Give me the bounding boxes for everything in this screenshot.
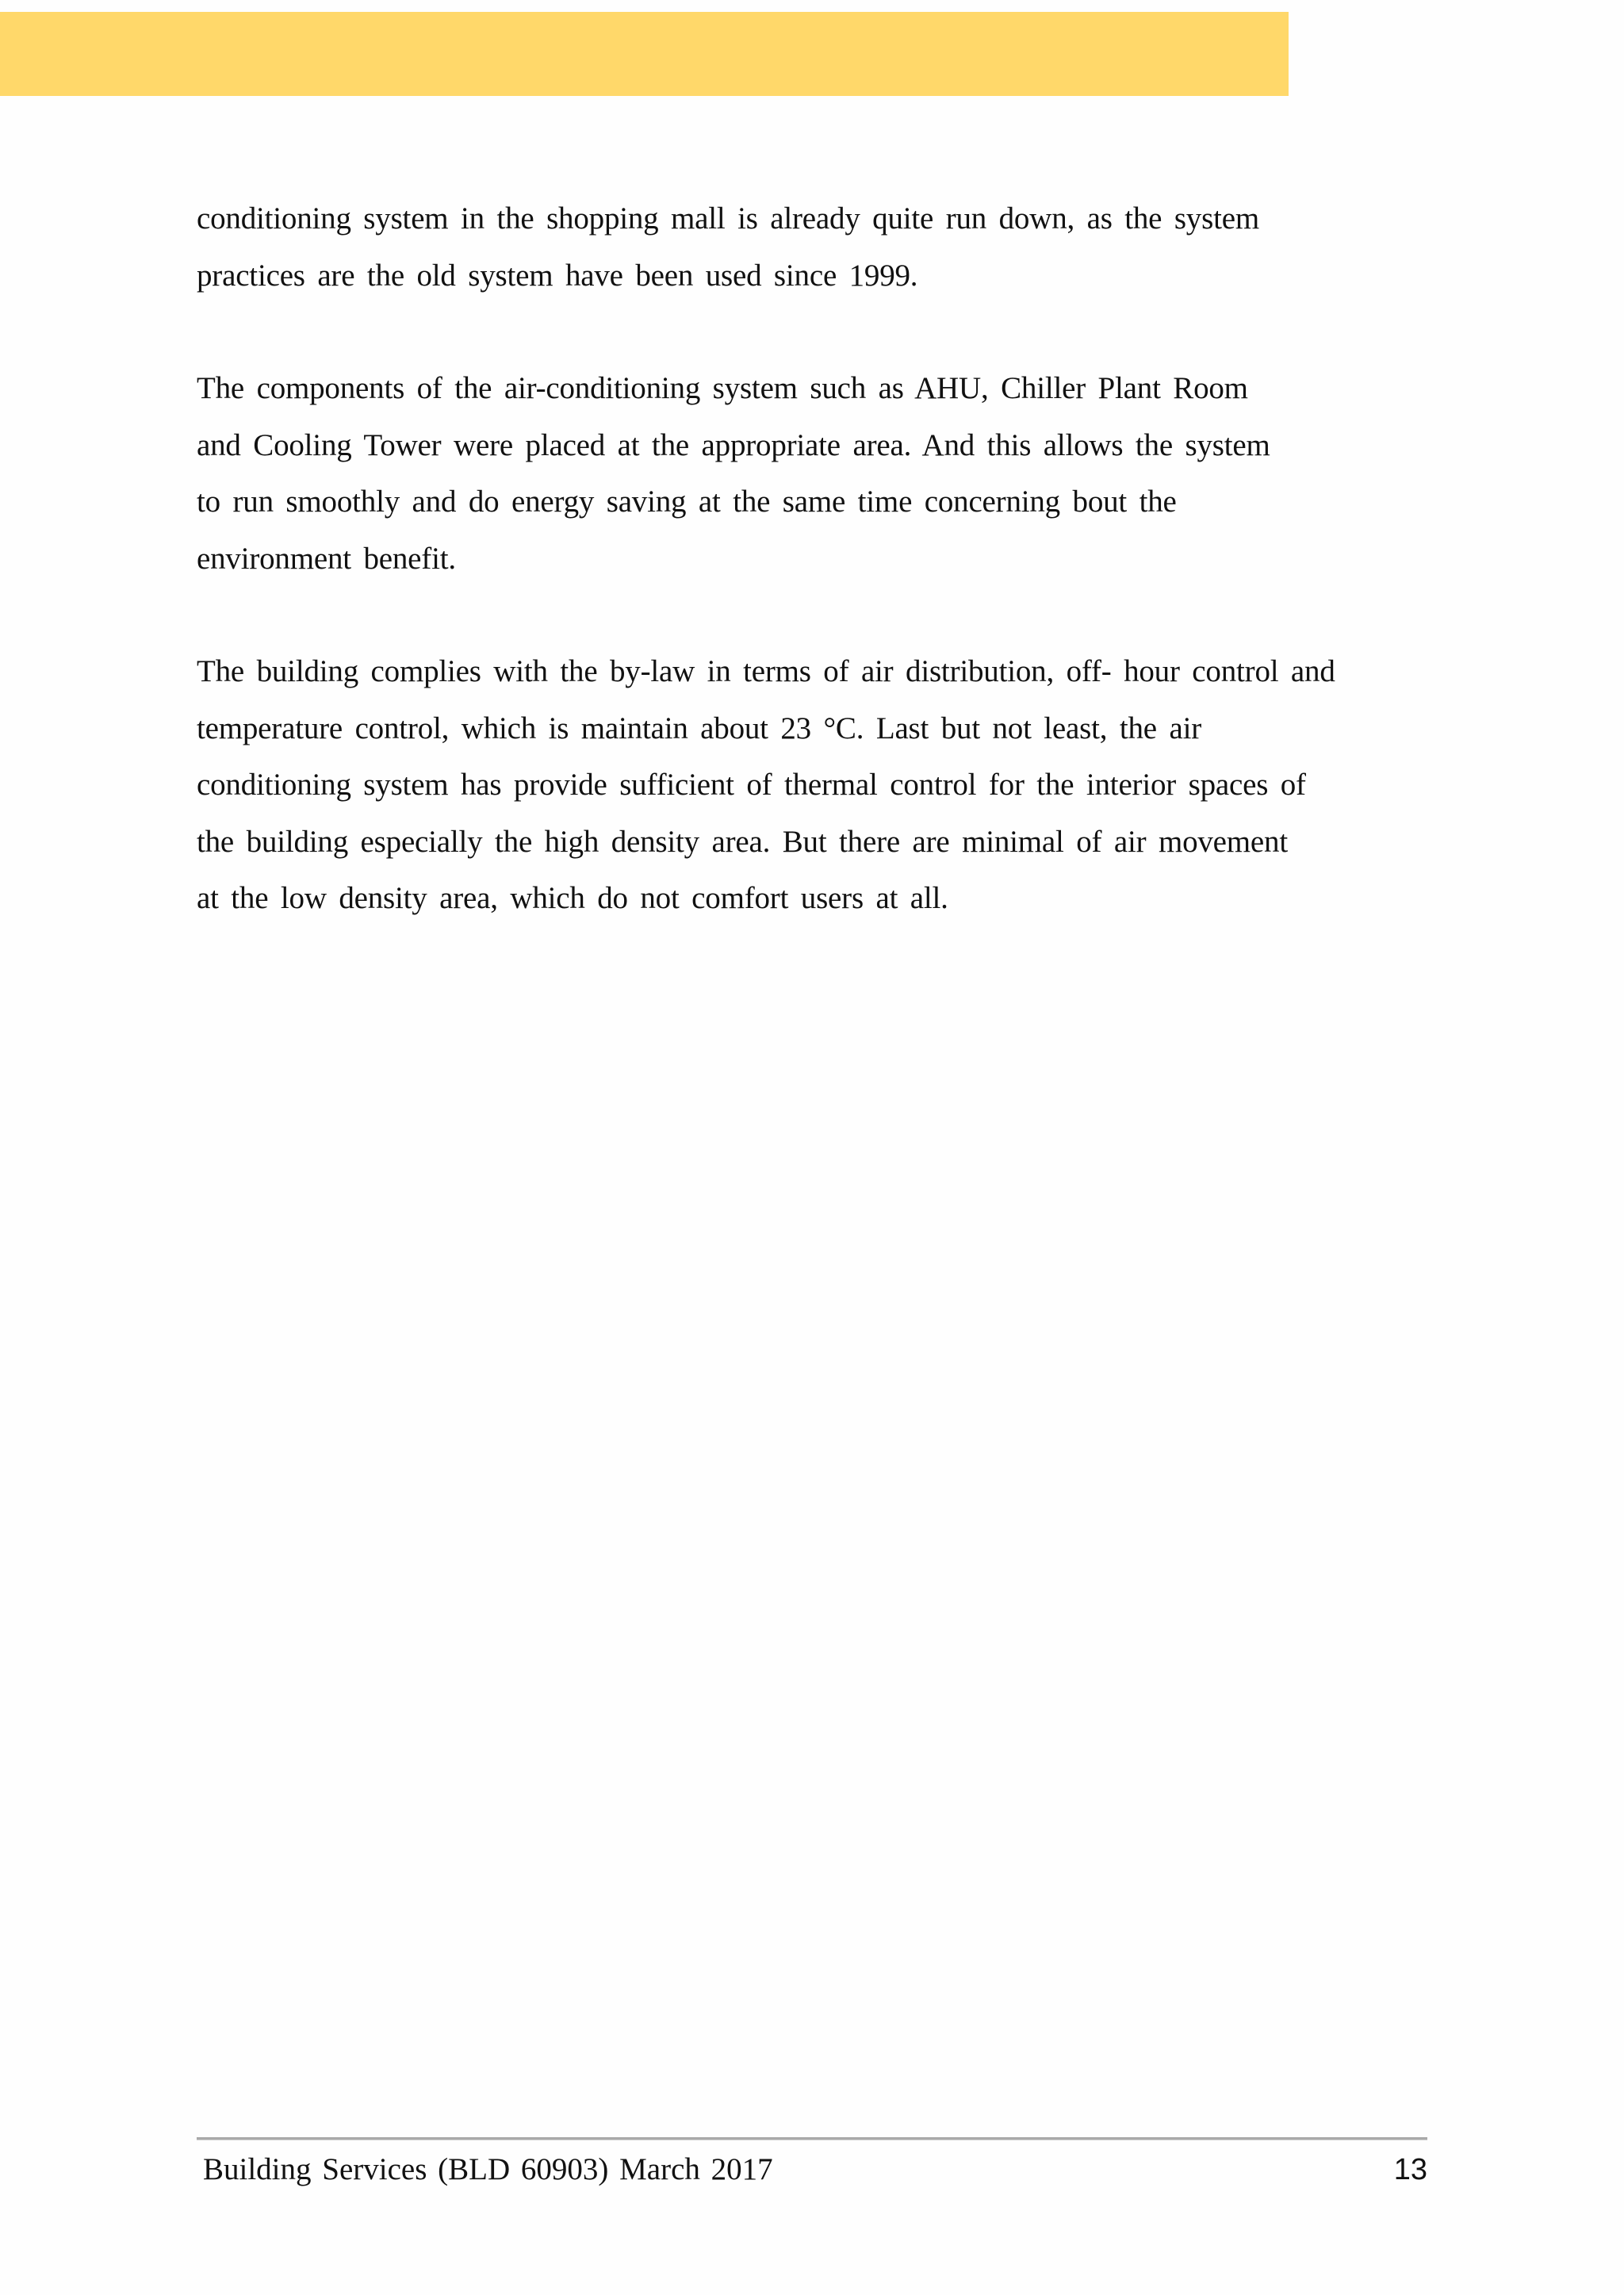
- body-text: [197, 190, 1370, 983]
- paragraph-3: [197, 643, 1370, 927]
- paragraph-line: temperature control, which is maintain about 23 °C. Last but not least, the air: [197, 711, 1201, 745]
- paragraph-1: [197, 190, 1370, 304]
- paragraph-line: conditioning system has provide sufficient of thermal control for the interior spaces of: [197, 768, 1306, 802]
- header-band: [0, 12, 1289, 96]
- page-number: 13: [1393, 2153, 1427, 2186]
- paragraph-line: to run smoothly and do energy saving at the same time concerning bout the: [197, 485, 1177, 519]
- footer-divider: [197, 2137, 1427, 2140]
- paragraph-2: [197, 360, 1370, 587]
- paragraph-line: at the low density area, which do not comfort users at all.: [197, 881, 948, 915]
- paragraph-line: and Cooling Tower were placed at the appropriate area. And this allows the system: [197, 427, 1270, 462]
- paragraph-line: practices are the old system have been used since 1999.: [197, 258, 918, 293]
- footer-course-label: Building Services (BLD 60903) March 2017: [203, 2152, 773, 2186]
- paragraph-line: environment benefit.: [197, 541, 456, 576]
- paragraph-line: conditioning system in the shopping mall is already quite run down, as the system: [197, 201, 1259, 236]
- paragraph-line: the building especially the high density area. But there are minimal of air movement: [197, 824, 1288, 859]
- paragraph-line: The building complies with the by-law in terms of air distribution, off- hour control and: [197, 654, 1335, 688]
- paragraph-line: The components of the air-conditioning system such as AHU, Chiller Plant Room: [197, 371, 1248, 405]
